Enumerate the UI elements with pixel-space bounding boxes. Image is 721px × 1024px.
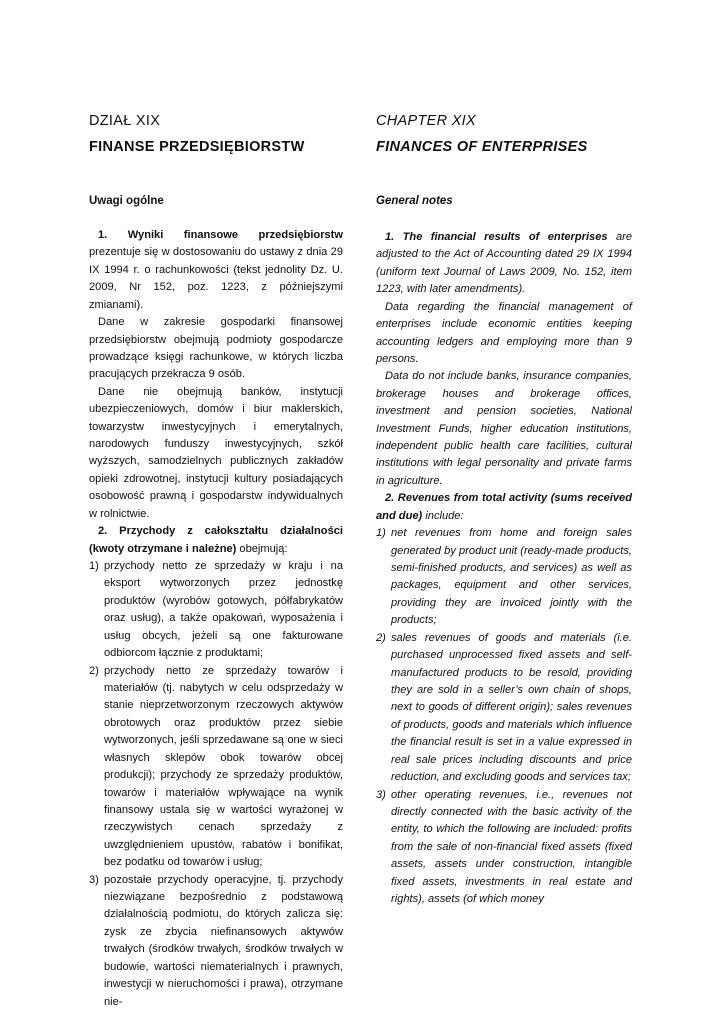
chapter-number-en: CHAPTER XIX [376, 113, 476, 129]
paragraph-2-en: Data regarding the financial management of enterprises include economic entities keeping accounting ledgers and employing more than 9 persons. [376, 300, 632, 365]
paragraph-1-text-pl: prezentuje się w dostosowaniu do ustawy z dnia 29 IX 1994 r. o rachunkowości (tekst jednolity Dz. U. 2009, Nr 152, poz. 1223, z późniejszymi zmianami). [89, 246, 343, 311]
chapter-title-pl: FINANSE PRZEDSIĘBIORSTW [89, 139, 305, 155]
paragraph-1-en [376, 229, 632, 299]
chapter-number-pl: DZIAŁ XIX [89, 113, 161, 129]
list-item [376, 787, 632, 909]
revenue-list-pl [89, 558, 343, 1011]
list-item-text: przychody netto ze sprzedaży towarów i materiałów (tj. nabytych w celu odsprzedaży w stanie nieprzetworzonym rzeczowych aktywów obrotowych oraz produktów przez siebie wytworzonych, jeśli sprzedawane są one w sieci własnych sklepów obok towarów obcej produkcji); przychody ze sprzedaży produktów, towarów i materiałów wpływające na wynik finansowy ustala się w wartości wyrażonej w rzeczywistych cenach sprzedaży z uwzględnieniem upustów, rabatów i bonifikat, bez podatku od towarów i usług; [104, 664, 343, 869]
paragraph-1-bold-en: 1. The financial results of enterprises [385, 231, 608, 243]
list-item-text: przychody netto ze sprzedaży w kraju i na eksport wytworzonych przez jednostkę produktów (wyrobów gotowych, półfabrykatów oraz usług), a także opakowań, wyposażenia i usług obcych, jeżeli są one fakturowane odbiorcom łącznie z produktami; [104, 560, 343, 660]
paragraph-2-pl: Dane w zakresie gospodarki finansowej przedsiębiorstw obejmują podmioty gospodarcze prowadzące księgi rachunkowe, w których liczba pracujących przekracza 9 osób. [89, 316, 343, 381]
paragraph-4-text-pl: obejmują: [236, 542, 288, 555]
revenue-list-en [376, 525, 632, 908]
list-item-number: 1) [376, 527, 386, 540]
list-item-number: 1) [89, 560, 99, 573]
list-item-text: other operating revenues, i.e., revenues not directly connected with the basic activity of the entity, to which the following are included: profits from the sale of non-financial fixed assets (fixed assets, assets under construction, intangible fixed assets, investments in real estate and rights), assets (of which money [391, 788, 632, 906]
list-item [89, 558, 343, 663]
list-item-number: 2) [376, 631, 386, 644]
list-item [376, 630, 632, 787]
paragraph-4-pl [89, 523, 343, 558]
list-item-number: 2) [89, 664, 99, 677]
list-item [376, 525, 632, 630]
chapter-title-en: FINANCES OF ENTERPRISES [376, 139, 588, 155]
notes-heading-pl: Uwagi ogólne [89, 195, 164, 207]
list-item-text: net revenues from home and foreign sales generated by product unit (ready-made products, semi-finished products, and services) as well as packages, equipment and other services, providing they are invoiced jointly with the products; [391, 527, 632, 627]
list-item [89, 872, 343, 1011]
body-text-en [376, 229, 632, 908]
paragraph-3-pl: Dane nie obejmują banków, instytucji ubezpieczeniowych, domów i biur maklerskich, towarzystw inwestycyjnych i emerytalnych, narodowych funduszy inwestycyjnych, szkół wyższych, samodzielnych publicznych zakładów opieki zdrowotnej, instytucji kultury posiadających osobowość prawną i gospodarstw indywidualnych w rolnictwie. [89, 385, 343, 520]
paragraph-3-en: Data do not include banks, insurance companies, brokerage houses and brokerage offices, investment and pension societies, National Investment Funds, higher education institutions, independent public health care facilities, cultural institutions with legal personality and private farms in agriculture. [376, 370, 632, 487]
paragraph-1-bold-pl: 1. Wyniki finansowe przedsiębiorstw [98, 229, 343, 241]
paragraph-4-bold-pl: 2. Przychody z całokształtu działalności (kwoty otrzymane i należne) [89, 525, 343, 555]
list-item-text: sales revenues of goods and materials (i.e. purchased unprocessed fixed assets and self-manufactured products to be resold, providing they are sold in a seller’s own chain of shops, next to goods of different origin); sales revenues of products, goods and materials which influence the financial result is set in a value expressed in real sale prices including discounts and price reduction, and excluding goods and services tax; [391, 631, 632, 784]
body-text-pl [89, 227, 343, 1011]
list-item [89, 663, 343, 872]
paragraph-4-en [376, 490, 632, 525]
list-item-number: 3) [89, 873, 99, 886]
notes-heading-en: General notes [376, 195, 453, 207]
paragraph-1-text-en: are adjusted to the Act of Accounting dated 29 IX 1994 (uniform text Journal of Laws 2009, No. 152, item 1223, with later amendments). [376, 231, 632, 296]
list-item-text: pozostałe przychody operacyjne, tj. przychody niezwiązane bezpośrednio z podstawową działalnością podmiotu, do których zalicza się: zysk ze zbycia niefinansowych aktywów trwałych (środków trwałych, środków trwałych w budowie, wartości niematerialnych i prawnych, inwestycji w nieruchomości i prawa), otrzymane nie- [104, 873, 343, 1008]
paragraph-4-text-en: include: [422, 509, 464, 522]
list-item-number: 3) [376, 788, 386, 801]
paragraph-4-bold-en: 2. Revenues from total activity (sums received and due) [376, 492, 632, 522]
paragraph-1-pl [89, 227, 343, 314]
